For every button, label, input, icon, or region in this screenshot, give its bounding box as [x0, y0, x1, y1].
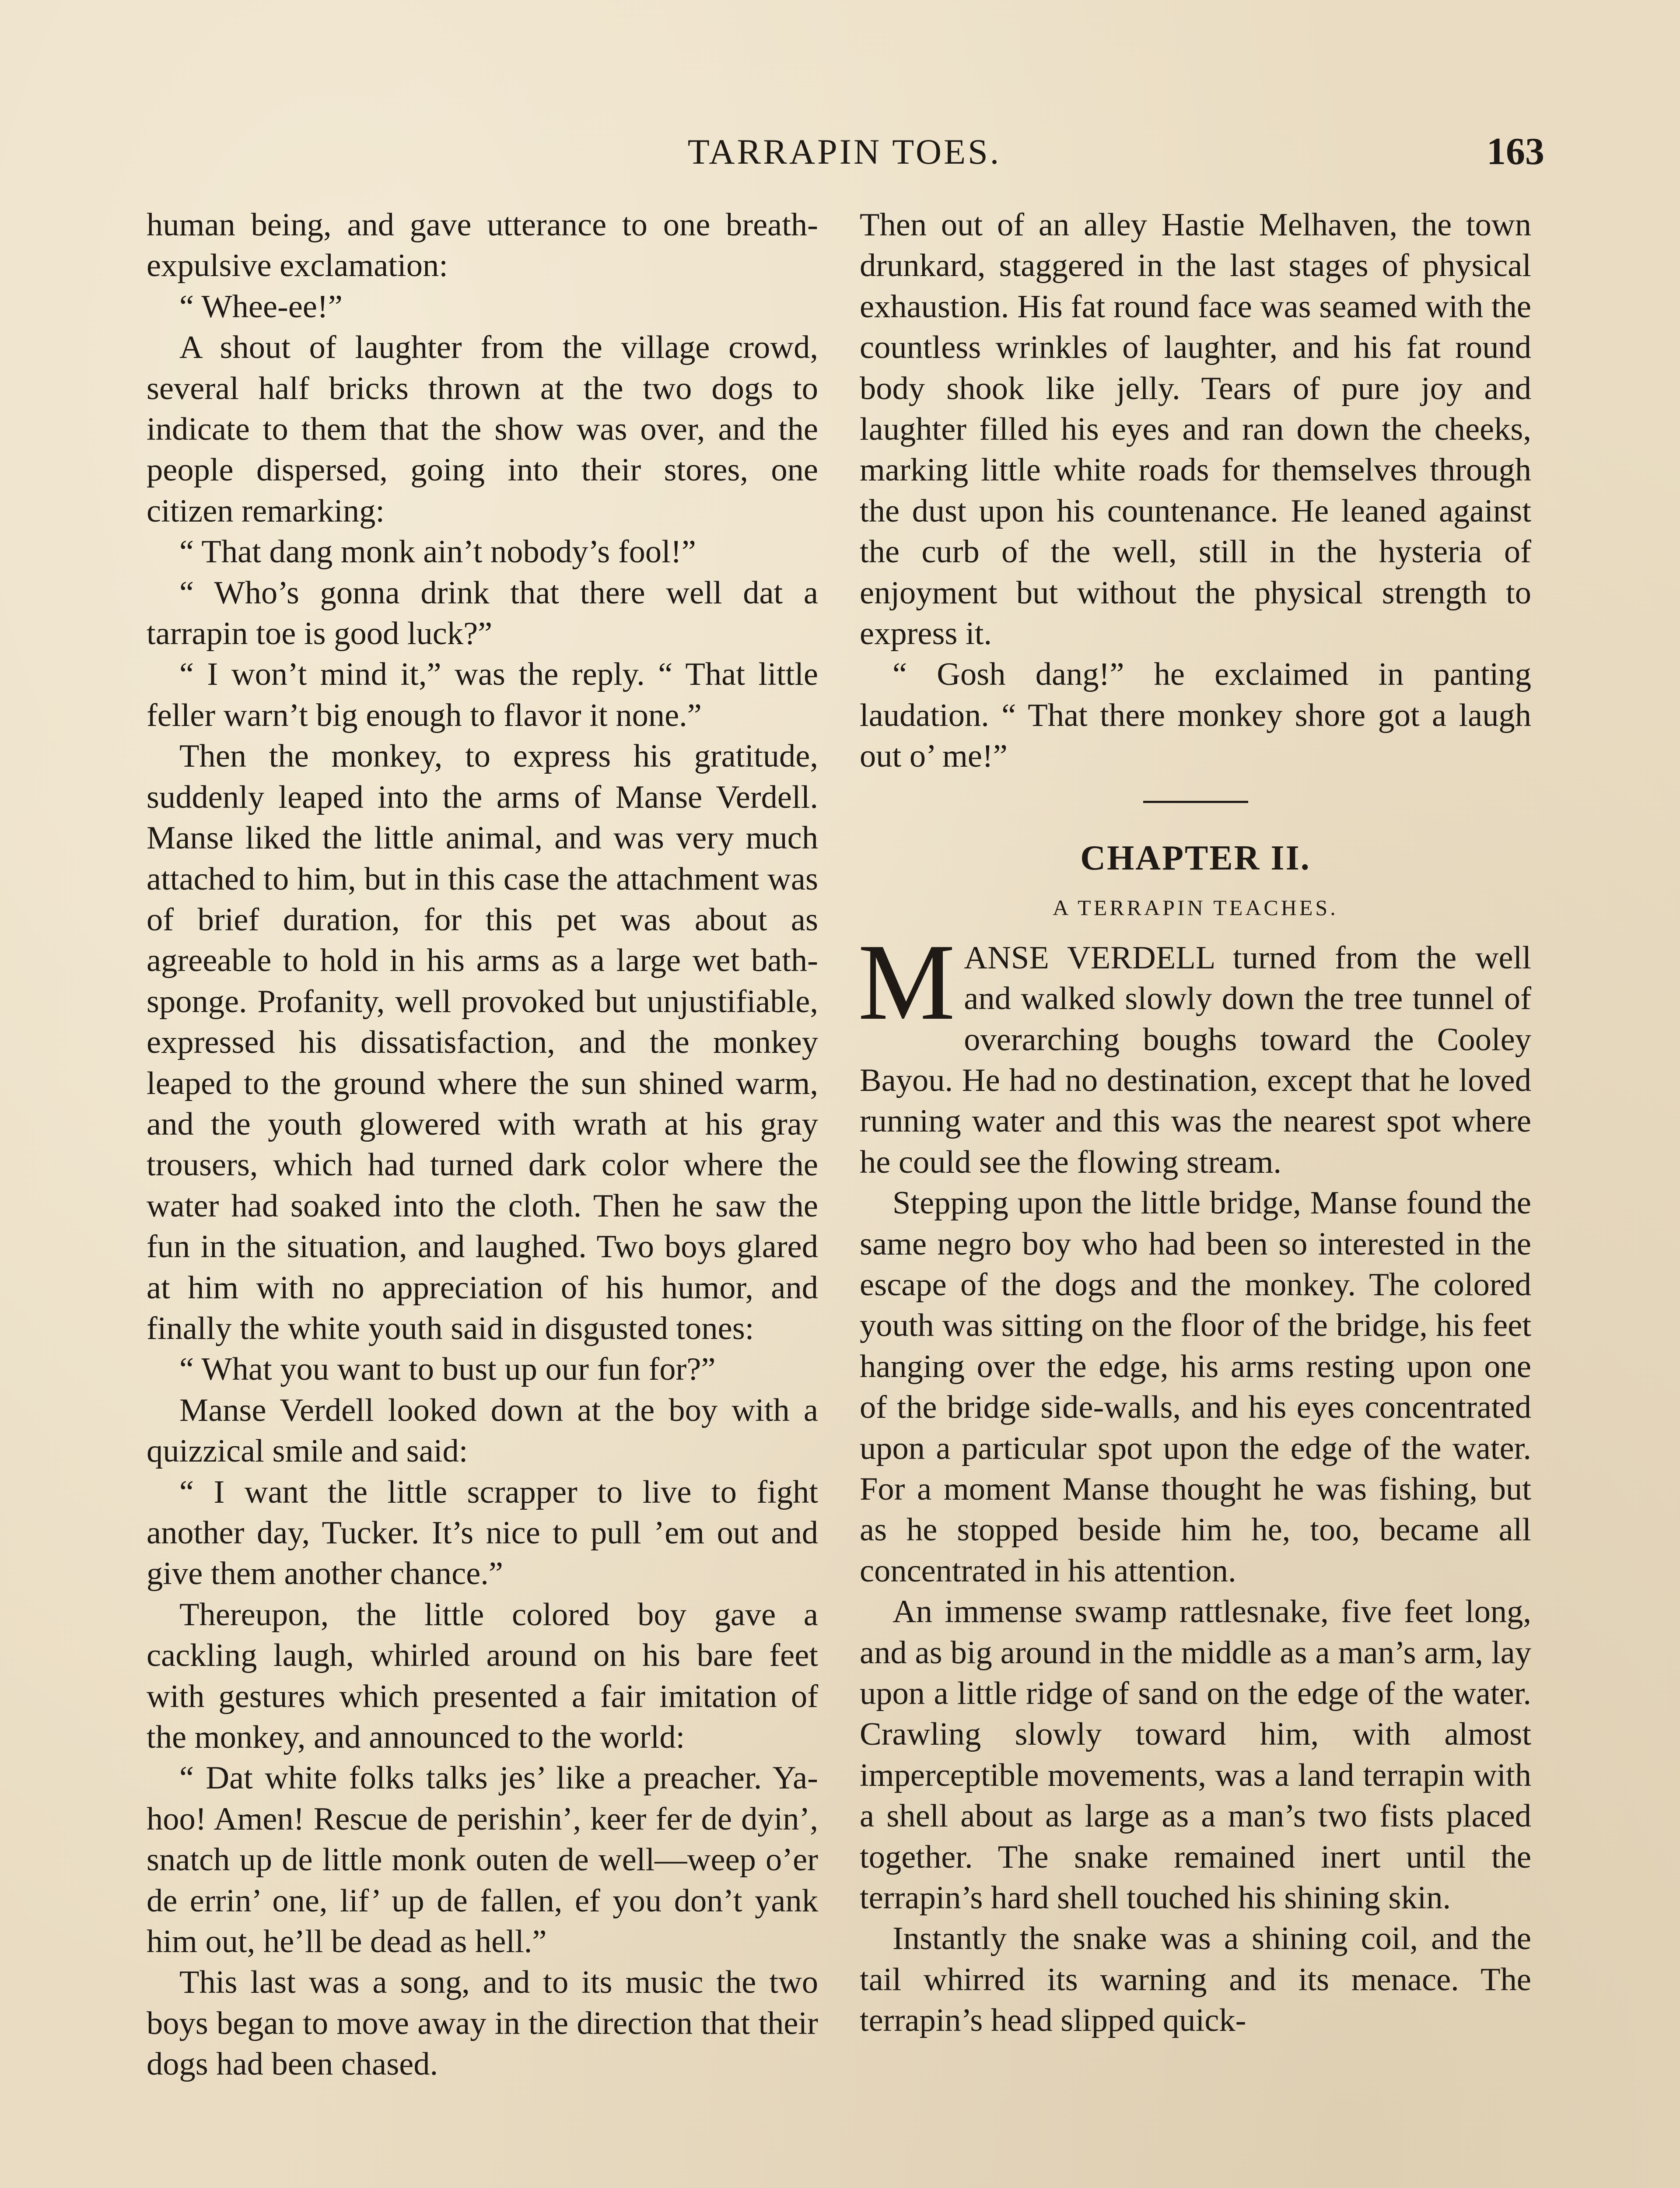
paragraph: “ Dat white folks talks jes’ like a preacher. Ya-hoo! Amen! Rescue de perishin’, keer fer de dyin’, snatch up de little monk outen de well—weep o’er de errin’ one, lif’ up de fallen, ef you don’t yank him out, he’ll be dead as hell.”	[147, 1760, 818, 1960]
left-column	[147, 205, 818, 2085]
paragraph: “ That dang monk ain’t nobody’s fool!”	[179, 534, 696, 570]
paragraph: Manse Verdell looked down at the boy with a quizzical smile and said:	[147, 1392, 818, 1469]
paragraph: “ I want the little scrapper to live to fight another day, Tucker. It’s nice to pull ’em out and give them another chance.”	[147, 1474, 818, 1592]
page-number: 163	[1487, 130, 1544, 173]
paragraph: “ Whee-ee!”	[179, 288, 343, 325]
section-divider	[1143, 801, 1248, 803]
paragraph: A shout of laughter from the village crowd, several half bricks thrown at the two dogs to indicate to them that the show was over, and the people dispersed, going into their stores, one citizen remarking:	[147, 330, 818, 529]
opening-text: ANSE VERDELL turned from the well and walked slowly down the tree tunnel of overarching boughs toward the Cooley Bayou. He had no destination, except that he loved running water and this was the nearest spot where he could see the flowing stream.	[860, 940, 1531, 1180]
paragraph: “ Who’s gonna drink that there well dat a tarrapin toe is good luck?”	[147, 575, 818, 652]
paragraph: Thereupon, the little colored boy gave a cackling laugh, whirled around on his bare feet with gestures which presented a fair imitation of the monkey, and announced to the world:	[147, 1596, 818, 1756]
paragraph: Instantly the snake was a shining coil, and the tail whirred its warning and its menace. The terrapin’s head slipped quick-	[860, 1921, 1531, 2039]
paragraph: human being, and gave utterance to one breath-expulsive exclamation:	[147, 207, 818, 284]
paragraph: An immense swamp rattlesnake, five feet long, and as big around in the middle as a man’s arm, lay upon a little ridge of sand on the edge of the water. Crawling slowly toward him, with almost imperceptible movements, was a land terrapin with a shell about as large as a man’s two fists placed together. The snake remained inert until the terrapin’s hard shell touched his shining skin.	[860, 1594, 1531, 1916]
chapter-heading: CHAPTER II.	[1080, 838, 1311, 877]
paragraph: “ Gosh dang!” he exclaimed in panting laudation. “ That there monkey shore got a laugh out o’ me!”	[860, 656, 1531, 775]
paragraph: This last was a song, and to its music the two boys began to move away in the direction that their dogs had been chased.	[147, 1964, 818, 2083]
paragraph: “ What you want to bust up our fun for?”	[179, 1351, 716, 1388]
paragraph: “ I won’t mind it,” was the reply. “ That little feller warn’t big enough to flavor it none.”	[147, 656, 818, 733]
paragraph: Stepping upon the little bridge, Manse found the same negro boy who had been so interested in the escape of the dogs and the monkey. The colored youth was sitting on the floor of the bridge, his feet hanging over the edge, his arms resting upon one of the bridge side-walls, and his eyes concentrated upon a particular spot upon the edge of the water. For a moment Manse thought he was fishing, but as he stopped beside him he, too, became all concentrated in his attention.	[860, 1185, 1531, 1589]
paragraph: Then the monkey, to express his gratitude, suddenly leaped into the arms of Manse Verdell. Manse liked the little animal, and was very much attached to him, but in this case the attachment was of brief duration, for this pet was about as agreeable to hold in his arms as a large wet bath-sponge. Profanity, well provoked but unjustifiable, expressed his dissatisfaction, and the monkey leaped to the ground where the sun shined warm, and the youth glowered with wrath at his gray trousers, which had turned dark color where the water had soaked into the cloth. Then he saw the fun in the situation, and laughed. Two boys glared at him with no appreciation of his humor, and finally the white youth said in disgusted tones:	[147, 738, 818, 1346]
chapter-subtitle: A TERRAPIN TEACHES.	[1053, 895, 1338, 920]
page-header	[144, 131, 1544, 179]
right-column	[860, 205, 1531, 2041]
chapter-opening-paragraph	[858, 921, 1531, 1183]
running-title: TARRAPIN TOES.	[687, 132, 1001, 172]
paragraph: Then out of an alley Hastie Melhaven, the town drunkard, staggered in the last stages of physical exhaustion. His fat round face was seamed with the countless wrinkles of laughter, and his fat round body shook like jelly. Tears of pure joy and laughter filled his eyes and ran down the cheeks, marking little white roads for themselves through the dust upon his countenance. He leaned against the curb of the well, still in the hysteria of enjoyment but without the physical strength to express it.	[860, 207, 1531, 652]
drop-cap: M	[858, 921, 956, 1043]
